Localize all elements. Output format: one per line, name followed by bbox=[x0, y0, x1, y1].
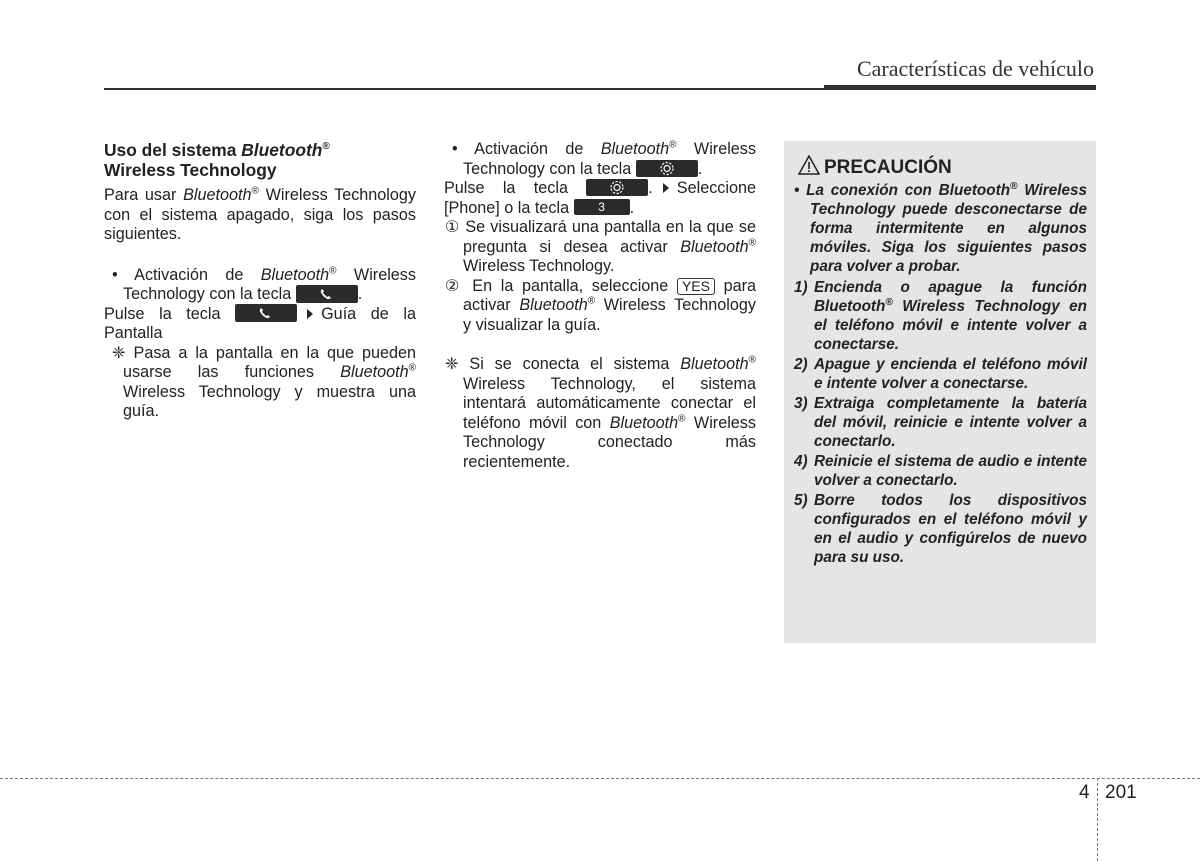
column-middle bbox=[444, 140, 756, 472]
note-paragraph: ❈ Si se conecta el sistema Bluetooth® Wireless Technology, el sistema intentará automáticamente conectar el teléfono móvil con Bluetooth® Wireless Technology conectado más recientemente. bbox=[445, 354, 757, 471]
caution-box bbox=[784, 141, 1096, 643]
bullet-setup-key: • Activación de Bluetooth® Wireless Technology con la tecla . bbox=[452, 139, 756, 178]
step-1: ① Se visualizará una pantalla en la que se pregunta si desea activar Bluetooth® Wireless Technology. bbox=[445, 218, 756, 275]
chapter-number: 4 bbox=[1079, 782, 1090, 803]
column-left bbox=[104, 140, 416, 422]
bullet-phone-key: • Activación de Bluetooth® Wireless Technology con la tecla . bbox=[112, 265, 416, 303]
setup-key-button[interactable] bbox=[636, 160, 698, 177]
caution-title: PRECAUCIÓN bbox=[798, 155, 952, 179]
caution-body bbox=[794, 181, 1087, 568]
intro-paragraph: Para usar Bluetooth® Wireless Technology con el sistema apagado, siga los pasos siguientes. bbox=[104, 185, 416, 243]
footer-rule bbox=[0, 778, 1200, 779]
caution-step: 1) Encienda o apague la función Bluetooth® Wireless Technology en el teléfono móvil e intente volver a conectarse. bbox=[794, 279, 1087, 353]
note-paragraph: ❈ Pasa a la pantalla en la que pueden usarse las funciones Bluetooth® Wireless Technology y muestra una guía. bbox=[112, 343, 416, 420]
gear-icon bbox=[661, 162, 673, 174]
yes-button[interactable]: YES bbox=[677, 278, 715, 295]
arrow-right-icon bbox=[663, 183, 669, 193]
warning-icon bbox=[798, 155, 820, 175]
caution-step: 4) Reinicie el sistema de audio e intente volver a conectarlo. bbox=[794, 453, 1087, 489]
footer-divider bbox=[1097, 778, 1098, 861]
header-rule-accent bbox=[824, 85, 1096, 90]
gear-icon bbox=[611, 182, 623, 194]
phone-key-button[interactable] bbox=[235, 304, 297, 322]
press-phone-key: Pulse la tecla Guía de la Pantalla bbox=[104, 304, 416, 342]
caution-step: 5) Borre todos los dispositivos configurados en el teléfono móvil y en el audio y configúrelos de nuevo para su uso. bbox=[794, 492, 1087, 566]
page-number: 201 bbox=[1105, 782, 1137, 803]
arrow-right-icon bbox=[307, 309, 313, 319]
phone-key-button[interactable] bbox=[296, 285, 358, 303]
caution-step: 3) Extraiga completamente la batería del móvil, reinicie e intente volver a conectarlo. bbox=[794, 395, 1087, 450]
caution-step: 2) Apague y encienda el teléfono móvil e intente volver a conectarse. bbox=[794, 356, 1087, 392]
step-2: ② En la pantalla, seleccione YES para activar Bluetooth® Wireless Technology y visualizar la guía. bbox=[445, 276, 756, 334]
phone-icon bbox=[321, 289, 331, 299]
caution-intro: • La conexión con Bluetooth® Wireless Technology puede desconectarse de forma intermitente en algunos móviles. Siga los siguientes pasos para volver a probar. bbox=[794, 180, 1087, 275]
section-title: Uso del sistema Bluetooth® Wireless Technology bbox=[104, 140, 330, 180]
press-setup-key: Pulse la tecla . Seleccione [Phone] o la tecla 3 . bbox=[444, 179, 756, 217]
header-title: Características de vehículo bbox=[856, 56, 1094, 81]
key-3-button[interactable]: 3 bbox=[574, 199, 630, 215]
phone-icon bbox=[260, 308, 270, 318]
setup-key-button[interactable] bbox=[586, 179, 648, 196]
